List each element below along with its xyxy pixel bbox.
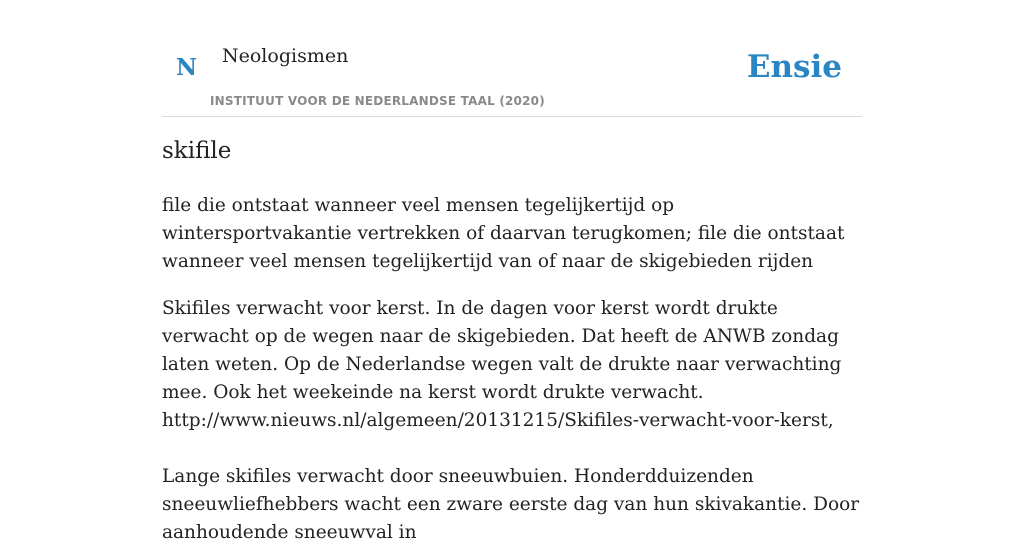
example-text: Skifiles verwacht voor kerst. In de dagen voor kerst wordt drukte verwacht op de wegen naar de skigebieden. Dat heeft de ANWB zondag laten weten. Op de Nederlandse wegen valt de drukte naar verwachting mee. Ook het weekeinde na kerst wordt drukte verwacht. <box>162 298 842 403</box>
example-source: http://www.nieuws.nl/algemeen/20131215/Skifiles-verwacht-voor-kerst, <box>162 410 834 431</box>
ensie-logo[interactable]: Ensie <box>746 49 842 85</box>
example-text: Lange skifiles verwacht door sneeuwbuien. Honderdduizenden sneeuwliefhebbers wacht een zware eerste dag van hun skivakantie. Door aanhoudende sneeuwval in <box>162 466 860 543</box>
dictionary-source: INSTITUUT VOOR DE NEDERLANDSE TAAL (2020) <box>210 94 545 108</box>
example-spacer <box>162 435 862 463</box>
dictionary-initial: N <box>176 54 198 81</box>
entry-definition: file die ontstaat wanneer veel mensen tegelijkertijd op wintersportvakantie vertrekken of daarvan terugkomen; file die ontstaat wanneer veel mensen tegelijkertijd van of naar de skigebieden rijden <box>162 195 845 272</box>
entry-headword: skifile <box>162 138 232 164</box>
entry-examples <box>162 295 862 547</box>
dictionary-title-link[interactable]: Neologismen <box>222 45 349 67</box>
dictionary-header <box>162 0 862 117</box>
